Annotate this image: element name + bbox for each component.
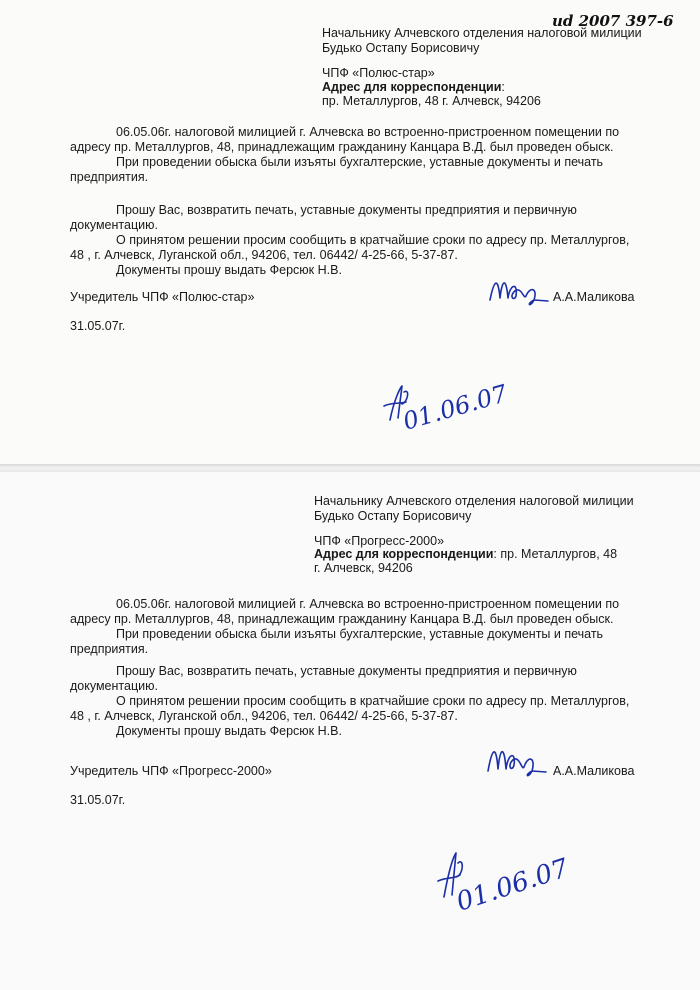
recipient-line-1: Начальнику Алчевского отделения налоговой милиции [322, 26, 642, 40]
company-name: ЧПФ «Полюс-стар» [322, 66, 435, 80]
address-colon: : [493, 547, 497, 561]
founder-line: Учредитель ЧПФ «Прогресс-2000» [70, 764, 272, 778]
address-label [322, 80, 505, 95]
recipient-line-1: Начальнику Алчевского отделения налоговой милиции [314, 494, 634, 508]
para1-line4: предприятия. [70, 170, 149, 184]
para3-line2: 48 , г. Алчевск, Луганской обл., 94206, тел. 06442/ 4-25-66, 5-37-87. [70, 248, 458, 262]
para3-line1: О принятом решении просим сообщить в кратчайшие сроки по адресу пр. Металлургов, [116, 233, 630, 247]
body-paragraph-2 [70, 664, 650, 739]
letter-date: 31.05.07г. [70, 793, 126, 807]
para2-line1: Прошу Вас, возвратить печать, уставные документы предприятия и первичную [116, 203, 577, 217]
handwritten-date-stamp [430, 845, 573, 930]
address-colon: : [501, 80, 505, 94]
para3-line2: 48 , г. Алчевск, Луганской обл., 94206, тел. 06442/ 4-25-66, 5-37-87. [70, 709, 458, 723]
handwritten-date-stamp [378, 379, 511, 445]
body-paragraph-1 [70, 125, 650, 185]
handwritten-date: 01.06.07 [399, 379, 511, 436]
handwritten-date: 01.06.07 [452, 853, 573, 918]
reference-number: ud 2007 397-6 [552, 12, 674, 30]
para4: Документы прошу выдать Ферсюк Н.В. [116, 724, 342, 738]
handwritten-signature [484, 737, 554, 786]
letter-date: 31.05.07г. [70, 319, 126, 333]
para2-line2: документацию. [70, 679, 158, 693]
address-label [314, 547, 617, 562]
recipient-line-2: Будько Остапу Борисовичу [322, 41, 480, 55]
para1-line3: При проведении обыска были изъяты бухгалтерские, уставные документы и печать [116, 155, 604, 169]
para2-line1: Прошу Вас, возвратить печать, уставные документы предприятия и первичную [116, 664, 577, 678]
company-name: ЧПФ «Прогресс-2000» [314, 534, 445, 548]
para1-line3: При проведении обыска были изъяты бухгалтерские, уставные документы и печать [116, 627, 604, 641]
handwritten-signature [486, 270, 556, 315]
recipient-line-2: Будько Остапу Борисовичу [314, 509, 472, 523]
para2-line2: документацию. [70, 218, 158, 232]
para1-line1: 06.05.06г. налоговой милицией г. Алчевска во встроенно-пристроенном помещении по [116, 597, 620, 611]
para1-line1: 06.05.06г. налоговой милицией г. Алчевска во встроенно-пристроенном помещении по [116, 125, 620, 139]
body-paragraph-1 [70, 597, 650, 657]
para3-line1: О принятом решении просим сообщить в кратчайшие сроки по адресу пр. Металлургов, [116, 694, 630, 708]
signer-name: А.А.Маликова [553, 290, 635, 304]
signer-name: А.А.Маликова [553, 764, 635, 778]
address-value: пр. Металлургов, 48 г. Алчевск, 94206 [322, 94, 541, 108]
para4: Документы прошу выдать Ферсюк Н.В. [116, 263, 342, 277]
para1-line4: предприятия. [70, 642, 149, 656]
body-paragraph-3 [70, 218, 650, 278]
address-label-text: Адрес для корреспонденции [322, 80, 502, 94]
para1-line2: адресу пр. Металлургов, 48, принадлежащим гражданину Канцара В.Д. был проведен обыск. [70, 140, 614, 154]
address-label-text: Адрес для корреспонденции [314, 547, 494, 561]
para1-line2: адресу пр. Металлургов, 48, принадлежащим гражданину Канцара В.Д. был проведен обыск. [70, 612, 614, 626]
address-value: пр. Металлургов, 48 [496, 547, 618, 561]
address-value-2: г. Алчевск, 94206 [314, 561, 413, 575]
founder-line: Учредитель ЧПФ «Полюс-стар» [70, 290, 255, 304]
